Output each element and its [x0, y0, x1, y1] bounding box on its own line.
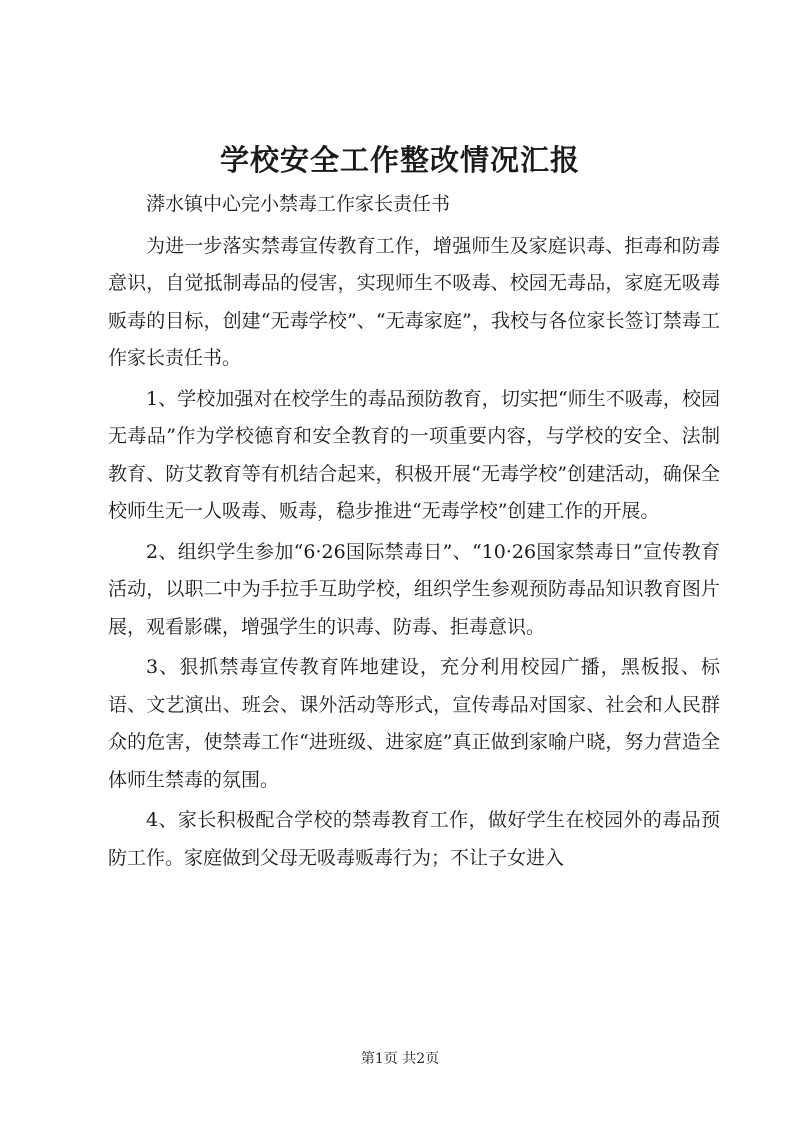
paragraph-item-4: 4、家长积极配合学校的禁毒教育工作，做好学生在校园外的毒品预防工作。家庭做到父母无吸毒贩毒行为；不让子女进入	[108, 809, 720, 869]
paragraph-item-2: 2、组织学生参加“6·26国际禁毒日”、“10·26国家禁毒日”宣传教育活动，以职二中为手拉手互助学校，组织学生参观预防毒品知识教育图片展，观看影碟，增强学生的识毒、防毒、拒毒意识。	[108, 540, 720, 638]
paragraph-intro: 为进一步落实禁毒宣传教育工作，增强师生及家庭识毒、拒毒和防毒意识，自觉抵制毒品的侵害，实现师生不吸毒、校园无毒品，家庭无吸毒贩毒的目标，创建“无毒学校”、“无毒家庭”，我校与各位家长签订禁毒工作家长责任书。	[108, 234, 720, 369]
document-subtitle: 漭水镇中心完小禁毒工作家长责任书	[146, 193, 451, 215]
page-footer: 第1页 共2页	[360, 1051, 440, 1067]
document-title: 学校安全工作整改情况汇报	[219, 143, 580, 177]
document-body	[108, 186, 720, 880]
paragraph-item-3: 3、狠抓禁毒宣传教育阵地建设，充分利用校园广播，黑板报、标语、文艺演出、班会、课外活动等形式，宣传毒品对国家、社会和人民群众的危害，使禁毒工作“进班级、进家庭”真正做到家喻户晓，努力营造全体师生禁毒的氛围。	[108, 656, 720, 791]
paragraph-item-1: 1、学校加强对在校学生的毒品预防教育，切实把“师生不吸毒，校园无毒品”作为学校德育和安全教育的一项重要内容，与学校的安全、法制教育、防艾教育等有机结合起来，积极开展“无毒学校”创建活动，确保全校师生无一人吸毒、贩毒，稳步推进“无毒学校”创建工作的开展。	[108, 387, 720, 522]
